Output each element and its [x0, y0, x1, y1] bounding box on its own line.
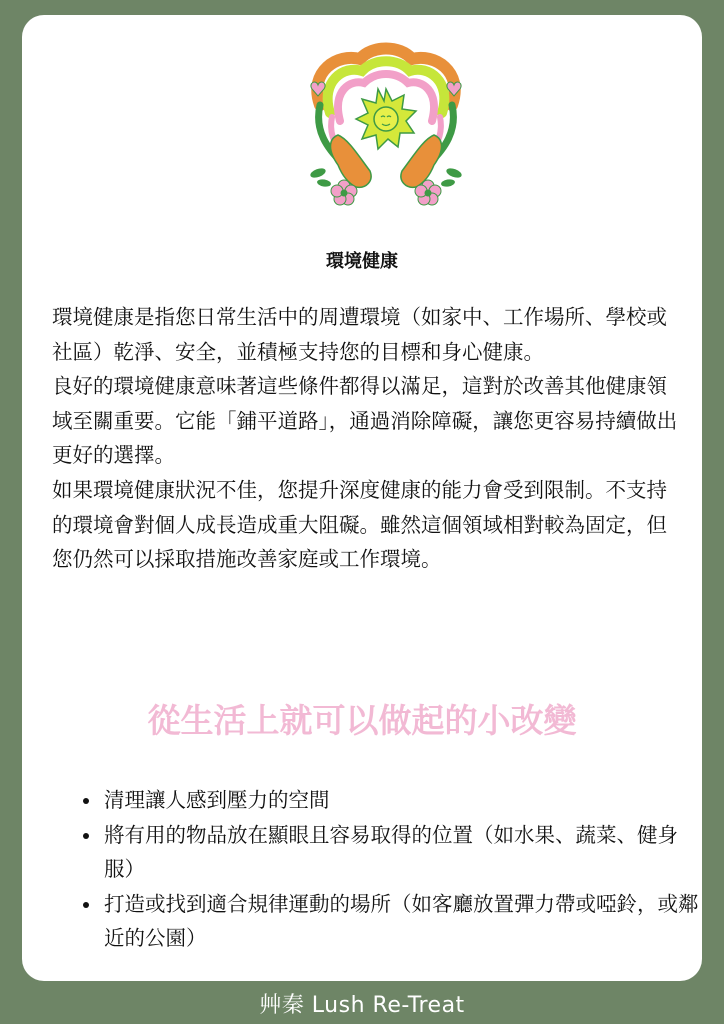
brand-footer: 艸秦 Lush Re-Treat [259, 993, 465, 1018]
page-title: 環境健康 [326, 251, 398, 272]
body-text [52, 300, 682, 577]
list-item: • 將有用的物品放在顯眼且容易取得的位置（如水果、蔬菜、健身服） [102, 818, 702, 887]
tips-list [74, 783, 702, 956]
list-item: • 打造或找到適合規律運動的場所（如客廳放置彈力帶或啞鈴，或鄰近的公園） [102, 887, 702, 956]
paragraph: 良好的環境健康意味著這些條件都得以滿足，這對於改善其他健康領域至關重要。它能「鋪平道路」，通過消除障礙，讓您更容易持續做出更好的選擇。 [52, 374, 678, 468]
paragraph: 如果環境健康狀況不佳，您提升深度健康的能力會受到限制。不支持的環境會對個人成長造成重大阻礙。雖然這個領域相對較為固定，但您仍然可以採取措施改善家庭或工作環境。 [52, 477, 667, 572]
paragraph: 環境健康是指您日常生活中的周遭環境（如家中、工作場所、學校或社區）乾淨、安全，並積極支持您的目標和身心健康。 [52, 305, 667, 364]
sun-hands-emblem-icon [298, 31, 474, 211]
section-subheading: 從生活上就可以做起的小改變 [147, 701, 577, 740]
content-card [22, 15, 702, 981]
list-item: • 清理讓人感到壓力的空間 [102, 783, 702, 818]
